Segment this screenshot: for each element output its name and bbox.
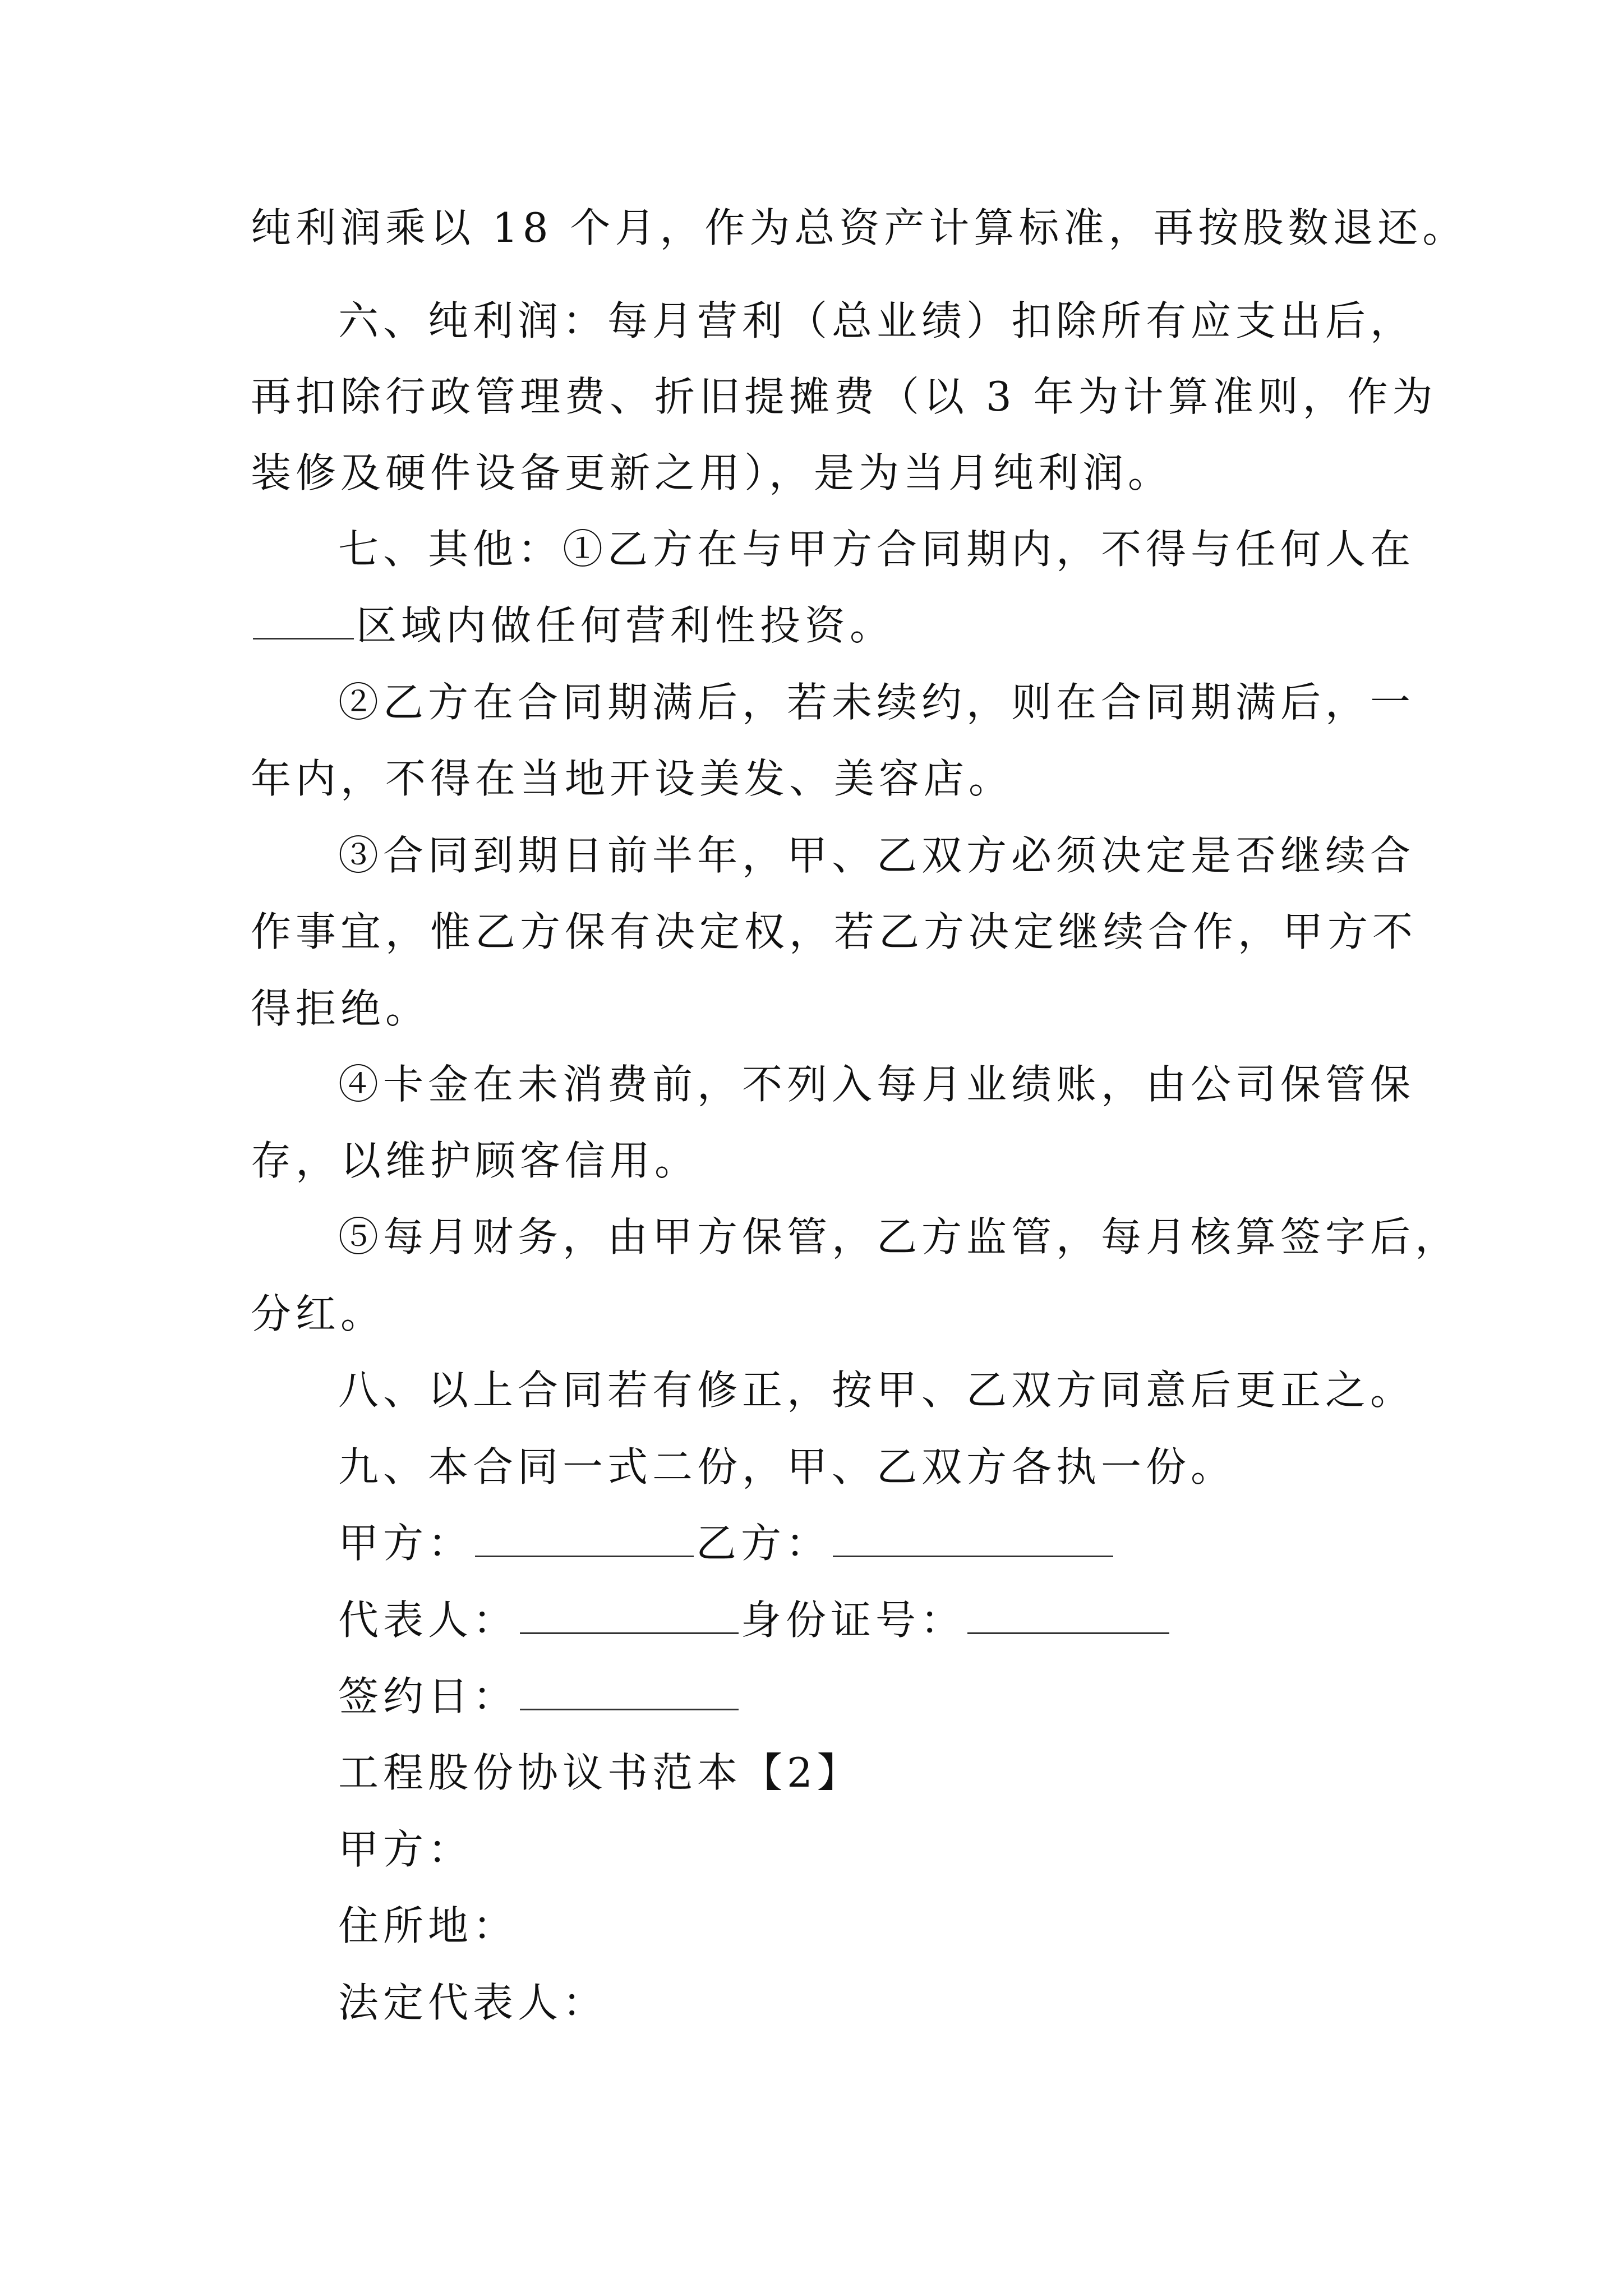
party-a-label: 甲方：: [338, 1520, 473, 1567]
party-b-label: 乙方：: [696, 1520, 831, 1567]
representative-blank: [520, 1596, 739, 1634]
paragraph-line: 九、本合同一式二份，甲、乙双方各执一份。: [338, 1443, 1236, 1490]
paragraph-line: 再扣除行政管理费、折旧提摊费（以 3 年为计算准则，作为: [251, 373, 1437, 420]
party-a-heading: 甲方：: [338, 1826, 473, 1873]
paragraph-line: 存，以维护顾客信用。: [251, 1137, 700, 1184]
party-a-blank: [475, 1520, 694, 1557]
sign-date-blank: [520, 1673, 739, 1710]
paragraph-text: 区域内做任何营利性投资。: [356, 602, 895, 649]
paragraph-line: 分红。: [251, 1290, 386, 1337]
sign-date-label: 签约日：: [338, 1673, 518, 1720]
signature-line-parties: [338, 1515, 1115, 1571]
paragraph-line: 作事宜，惟乙方保有决定权，若乙方决定继续合作，甲方不: [251, 908, 1418, 955]
paragraph-line: ④卡金在未消费前，不列入每月业绩账，由公司保管保: [338, 1061, 1415, 1108]
legal-rep-heading: 法定代表人：: [338, 1979, 608, 2026]
address-heading: 住所地：: [338, 1902, 518, 1949]
section-title: 工程股份协议书范本【2】: [338, 1749, 862, 1796]
representative-label: 代表人：: [338, 1596, 518, 1644]
id-number-label: 身份证号：: [741, 1596, 966, 1644]
paragraph-line: 纯利润乘以 18 个月，作为总资产计算标准，再按股数退还。: [251, 204, 1468, 251]
paragraph-line: 八、以上合同若有修正，按甲、乙双方同意后更正之。: [338, 1366, 1415, 1414]
paragraph-line: 装修及硬件设备更新之用），是为当月纯利润。: [251, 449, 1173, 496]
signature-line-representative: [338, 1592, 1172, 1648]
paragraph-line: 得拒绝。: [251, 985, 431, 1032]
id-number-blank: [967, 1596, 1169, 1634]
paragraph-line: 六、纯利润：每月营利（总业绩）扣除所有应支出后，: [338, 297, 1415, 344]
paragraph-line: 七、其他：①乙方在与甲方合同期内，不得与任何人在: [338, 526, 1415, 573]
paragraph-line: ⑤每月财务，由甲方保管，乙方监管，每月核算签字后，: [338, 1213, 1460, 1260]
region-blank: [253, 602, 354, 639]
party-b-blank: [833, 1520, 1113, 1557]
signature-line-date: [338, 1668, 741, 1724]
paragraph-line: 年内，不得在当地开设美发、美容店。: [251, 755, 1014, 802]
paragraph-line: ②乙方在合同期满后，若未续约，则在合同期满后，一: [338, 679, 1415, 726]
paragraph-line: ③合同到期日前半年，甲、乙双方必须决定是否继续合: [338, 832, 1415, 879]
paragraph-line: [251, 597, 895, 654]
